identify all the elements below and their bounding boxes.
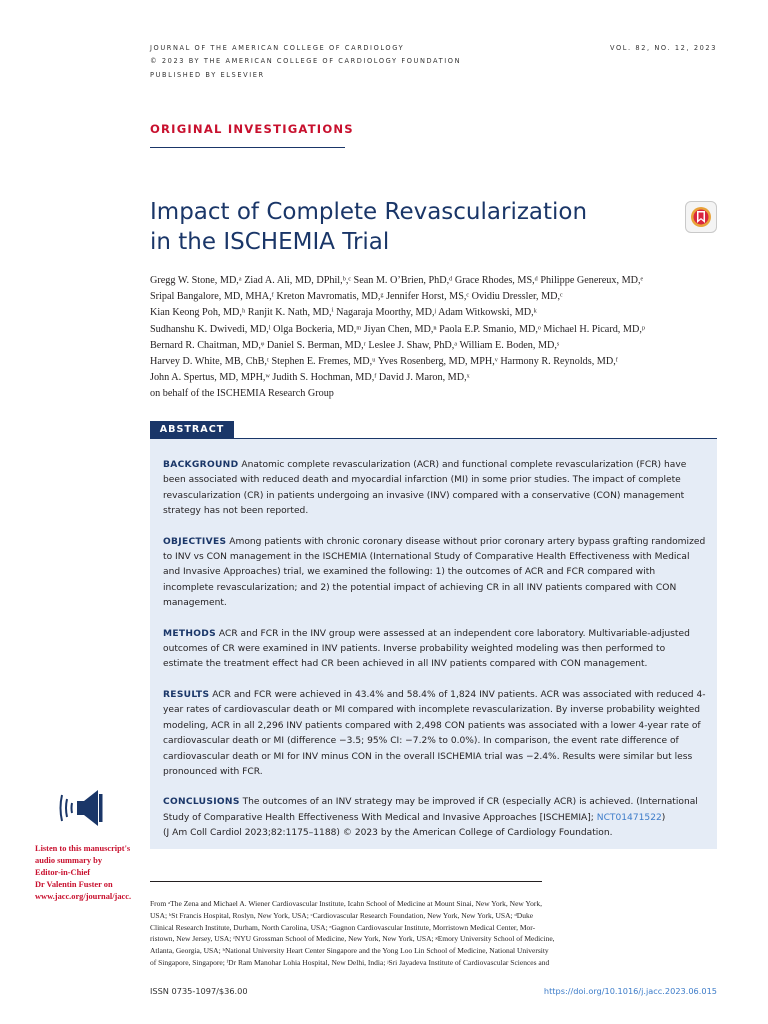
publisher-line: PUBLISHED BY ELSEVIER — [150, 71, 265, 79]
title-line-1: Impact of Complete Revascularization — [150, 199, 588, 225]
citation-text: (J Am Coll Cardiol 2023;82:1175–1188) © 2023 by the American College of Cardiology Foundation. — [163, 828, 613, 839]
footnote-line: USA; ᵇSt Francis Hospital, Roslyn, New York, USA; ᶜCardiovascular Research Foundation, New York, New York, USA; ᵈDuke — [150, 910, 534, 920]
footnote-line: Atlanta, Georgia, USA; ʰNational University Heart Center Singapore and the Yong Loo Lin School of Medicine, National University — [150, 946, 549, 956]
author-line: Harvey D. White, MB, ChB,ᵗ Stephen E. Fremes, MD,ᵘ Yves Rosenberg, MD, MPH,ᵛ Harmony R. Reynolds, MD,ᶠ — [150, 356, 618, 368]
audio-line: Dr Valentin Fuster on — [35, 880, 113, 889]
abstract-body — [163, 458, 707, 857]
results-keyword: RESULTS — [163, 689, 210, 700]
volume-info: VOL. 82, NO. 12, 2023 — [609, 44, 717, 52]
footnote-line: From ᵃThe Zena and Michael A. Wiener Cardiovascular Institute, Icahn School of Medicine at Mount Sinai, New York, New York, — [150, 899, 542, 908]
abstract-background — [163, 458, 707, 520]
issn-price: ISSN 0735-1097/$36.00 — [150, 986, 248, 996]
audio-line: audio summary by — [35, 856, 103, 865]
methods-text: ACR and FCR in the INV group were assessed at an independent core laboratory. Multivariable-adjusted outcomes of CR were examined in INV patients. Inverse probability weighted modeling was then performed to estimate the treatment effect had CR been achieved in all INV patients compared with CON management. — [163, 628, 690, 670]
author-line: Sudhanshu K. Dwivedi, MD,ˡ Olga Bockeria, MD,ᵐ Jiyan Chen, MD,ⁿ Paola E.P. Smanio, MD,ᵒ Michael H. Picard, MD,ᵖ — [150, 323, 646, 335]
abstract-methods — [163, 627, 707, 673]
methods-keyword: METHODS — [163, 628, 217, 639]
footnote-line: of Singapore, Singapore; ⁱDr Ram Manohar Lohia Hospital, New Delhi, India; ʲSri Jayadeva Institute of Cardiovascular Sciences and — [150, 957, 550, 967]
abstract-conclusions — [163, 795, 707, 841]
footnote-divider — [150, 881, 542, 882]
abstract-objectives — [163, 535, 707, 612]
abstract-results — [163, 688, 707, 780]
research-group: on behalf of the ISCHEMIA Research Group — [150, 388, 334, 400]
speaker-audio-icon[interactable] — [58, 786, 110, 834]
crossmark-graphic — [686, 202, 716, 232]
author-line: John A. Spertus, MD, MPH,ʷ Judith S. Hochman, MD,ᶠ David J. Maron, MD,ˣ — [150, 372, 470, 384]
background-keyword: BACKGROUND — [163, 460, 239, 470]
author-line: Kian Keong Poh, MD,ʰ Ranjit K. Nath, MD,ⁱ Nagaraja Moorthy, MD,ʲ Adam Witkowski, MD,ᵏ — [150, 307, 537, 319]
footnote-line: Clinical Research Institute, Durham, North Carolina, USA; ᵉGagnon Cardiovascular Institute, Morristown Medical Center, Mor- — [150, 922, 536, 932]
conclusions-text: The outcomes of an INV strategy may be improved if CR (especially ACR) is achieved. (International Study of Comparative Health Effectiveness With Medical and Invasive Approaches [ISCHEMIA]; — [163, 797, 698, 823]
footnote-line: ristown, New Jersey, USA; ᶠNYU Grossman School of Medicine, New York, New York, USA; ᵍEmory University School of Medicine, — [150, 934, 555, 944]
objectives-text: Among patients with chronic coronary disease without prior coronary artery bypass grafting randomized to INV vs CON management in the ISCHEMIA (International Study of Comparative Health Effectiveness with Medical and Invasive Approaches) trial, we examined the following: 1) the outcomes of ACR and FCR compared with incomplete revascularization; and 2) the potential impact of achieving CR in all INV patients compared with CON management. — [163, 536, 706, 609]
doi-link[interactable]: https://doi.org/10.1016/j.jacc.2023.06.015 — [543, 986, 717, 996]
results-text: ACR and FCR were achieved in 43.4% and 58.4% of 1,824 INV patients. ACR was associated with reduced 4-year rates of cardiovascular death or MI compared with incomplete revascularization. By inverse probability weighted modeling, ACR in all 2,296 INV patients compared with 2,498 CON patients was associated with a lower 4-year rate of cardiovascular death or MI (difference −3.5; 95% CI: −7.2% to 0.0%). In comparison, the event rate difference of cardiovascular death or MI for INV minus CON in the overall ISCHEMIA trial was −2.4%. Results were similar but less pronounced with FCR. — [163, 689, 706, 777]
audio-summary-note — [35, 843, 145, 903]
trial-registry-link[interactable]: NCT01471522 — [596, 812, 662, 823]
author-line: Gregg W. Stone, MD,ᵃ Ziad A. Ali, MD, DPhil,ᵇ,ᶜ Sean M. O’Brien, PhD,ᵈ Grace Rhodes, MS,ᵈ Philippe Genereux, MD,ᵉ — [150, 275, 644, 286]
crossmark-icon[interactable] — [685, 201, 717, 233]
abstract-heading: ABSTRACT — [150, 421, 234, 439]
audio-line: Editor-in-Chief — [35, 868, 91, 877]
journal-name: JOURNAL OF THE AMERICAN COLLEGE OF CARDIOLOGY — [150, 44, 405, 52]
author-line: Sripal Bangalore, MD, MHA,ᶠ Kreton Mavromatis, MD,ᵍ Jennifer Horst, MS,ᶜ Ovidiu Dressler, MD,ᶜ — [150, 291, 563, 303]
affiliations-footnote — [150, 898, 650, 969]
article-title — [150, 197, 670, 257]
author-line: Bernard R. Chaitman, MD,ᵠ Daniel S. Berman, MD,ʳ Leslee J. Shaw, PhD,ᵃ William E. Boden, MD,ˢ — [150, 339, 560, 351]
speaker-graphic — [58, 786, 110, 830]
conclusions-keyword: CONCLUSIONS — [163, 797, 240, 808]
section-divider — [150, 147, 345, 148]
abstract-divider — [150, 438, 717, 439]
objectives-keyword: OBJECTIVES — [163, 536, 227, 547]
copyright-line: © 2023 BY THE AMERICAN COLLEGE OF CARDIOLOGY FOUNDATION — [150, 57, 462, 65]
audio-line: Listen to this manuscript's — [35, 844, 131, 853]
audio-link[interactable]: www.jacc.org/journal/jacc. — [35, 892, 132, 901]
title-line-2: in the ISCHEMIA Trial — [150, 229, 390, 255]
conclusions-close: ) — [661, 812, 666, 823]
section-label: ORIGINAL INVESTIGATIONS — [150, 122, 354, 136]
background-text: Anatomic complete revascularization (ACR) and functional complete revascularization (FCR) have been associated with reduced death and myocardial infarction (MI) in some prior studies. The impact of complete revascularization (CR) in patients undergoing an invasive (INV) compared with a conservative (CON) management strategy has not been reported. — [163, 460, 687, 517]
author-list — [150, 273, 720, 403]
